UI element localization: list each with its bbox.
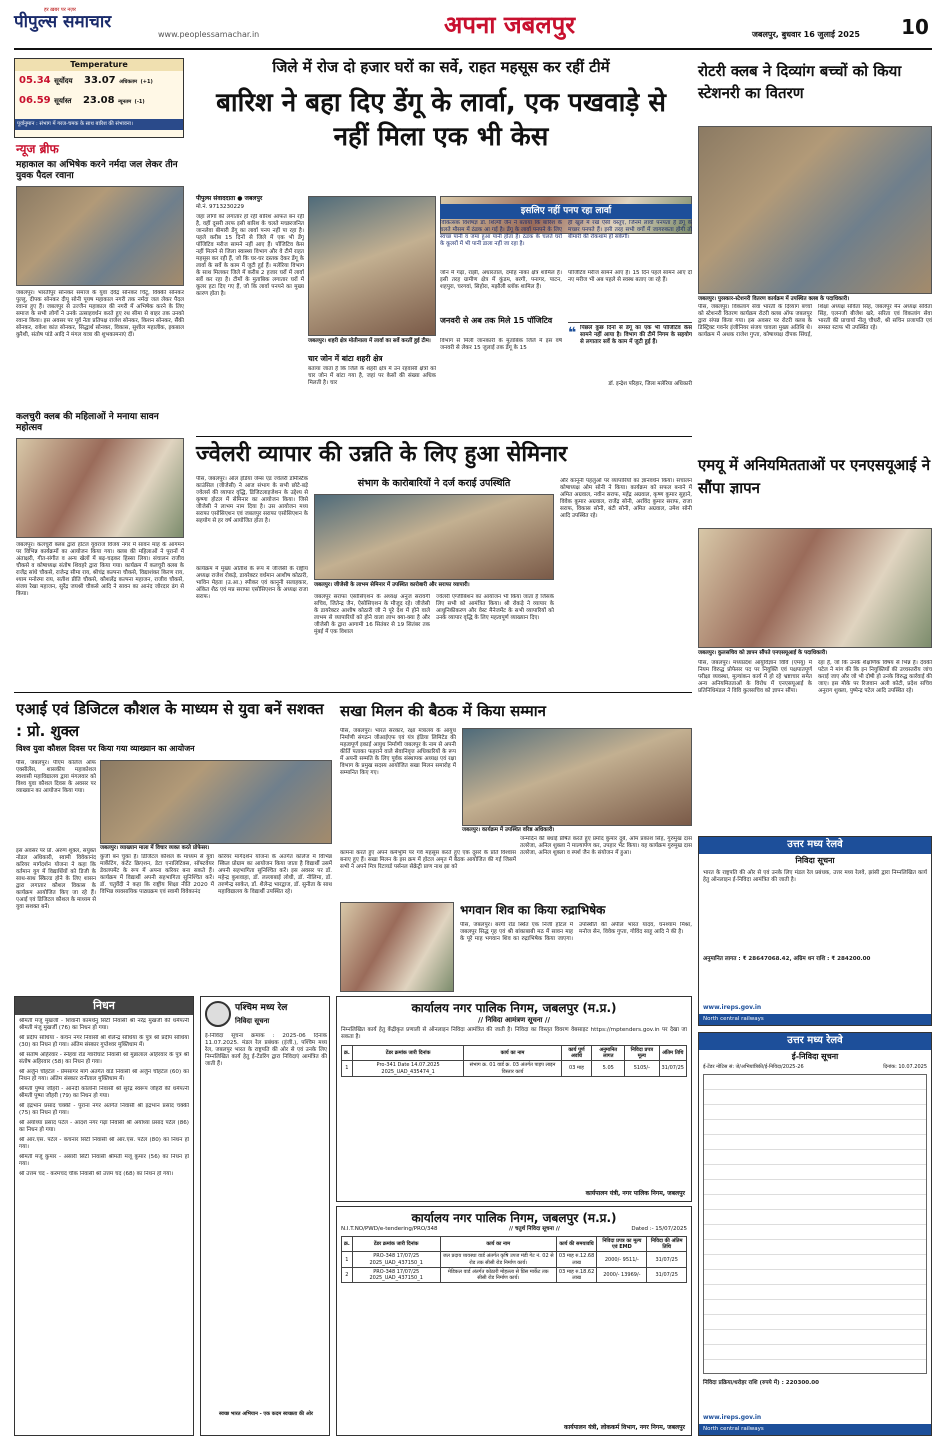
ncr1-title: उत्तर मध्य रेलवे <box>699 837 931 854</box>
mun1-intro: निम्नलिखित कार्य हेतु केंद्रीकृत प्रणाली से ऑनलाइन निविदा आमंत्रित की जाती है। निविदा का विस्तृत विवरण वेबसाइट https://mptenders.gov.in पर देखा जा सकता है। <box>341 1026 687 1040</box>
sakha-photo <box>462 728 692 826</box>
obituary-item: श्री अर्जुन चौहटेल - प्रेमसागर मार्ग अंतर्गत वार्ड निवासी श्री अर्जुन चौहटेल (60) का निधन हो गया। अंतिम संस्कार रानीताल मुक्तिधाम में। <box>19 1068 189 1082</box>
lead-photo-caption: जबलपुर। शहरी क्षेत्र मोतीनाला में लार्वा का सर्वे करतीं हुई टीम। <box>308 338 436 345</box>
seminar-text-1b: कार्यक्रम में मुख्य अतिथि के रूप में जीजेसी के राष्ट्रीय अध्यक्ष राजेश रोकड़े, डायरेक्टर वर्धमान आशीष कोठारी, भाविन मेहता (उ.आ.) स्पीकर एवं कानूनी सलाहकार, अंकित शैठ एवं मप्र सराफा एसोसिएशन के अध्यक्ष राजा सराफ। <box>196 566 308 600</box>
table-row <box>342 1252 687 1268</box>
table-cell: 03 माह रु.12.68 लाख <box>556 1252 597 1268</box>
logo <box>14 12 111 33</box>
table-header-row <box>342 1045 687 1061</box>
brief-photo-1 <box>16 186 184 286</box>
sunset-time: 06.59 <box>19 95 51 106</box>
sakha-headline: सखा मिलन की बैठक में किया सम्मान <box>340 702 546 720</box>
ncr2-title: उत्तर मध्य रेलवे <box>699 1033 931 1050</box>
lead-col-3: बताया जाता है कि जिले के शहरी क्षेत्र में उन रहवासी क्षेत्रों को चार जोन में बांटा गया है, जहां पर केसों की संख्या अधिक मिलती है। चार <box>308 366 436 386</box>
logo-text: पीपुल्स समाचार <box>14 12 112 32</box>
news-brief-label: न्यूज ब्रीफ <box>16 142 59 156</box>
mun1-table <box>341 1045 687 1077</box>
sakha-text-1: पीसं, जबलपुर। भारत सरकार, रक्षा मंत्रालय के आयुध निर्माणी संगठन जीआईएफ एवं यंत्र इंडिया लिमिटेड की महत्वपूर्ण इकाई आयुध निर्माणी जबलपुर के नाम से अपनी कीर्ति पताका फहराने वाले सेवानिवृत्त अधिकारियों के रूप में अपनी सम्मति के लिए पूर्वक संस्थापक अध्यक्ष एवं रक्षा विभाग के प्रमुख सदस्य आयोजित सखा मिलन समारोह में सम्मानित किए गए। <box>340 728 456 776</box>
ncr2-subtitle: ई-निविदा सूचना <box>791 1051 839 1061</box>
section-title-text: अपना जबलपुर <box>444 11 576 39</box>
sakha-caption: जबलपुर। कार्यक्रम में उपस्थित वरिष्ठ अधिकारी। <box>462 827 692 834</box>
table-cell: 03 माह रु.18.62 लाख <box>556 1267 597 1283</box>
brief-photo-2 <box>16 438 184 538</box>
table-cell: 31/07/25 <box>647 1267 687 1283</box>
ncr2-tag: North central railways <box>699 1424 931 1435</box>
lead-kicker: जिले में रोज दो हजार घरों का सर्वे, राहत महसूस कर रहीं टीमें <box>272 58 610 76</box>
sun-row <box>19 75 179 88</box>
weather-title: Temperature <box>15 59 183 71</box>
lead-col-5: पॉजिटिव मरीज सामने आए हैं। 15 दिन पहले सामने आए दो नए मरीज भी अब पहले से स्वस्थ बताए जा रहे हैं। <box>568 270 692 283</box>
mun2-dated: Dated :- 15/07/2025 <box>631 1226 687 1232</box>
seminar-caption: जबलपुर। जीजेसी के लाभम सेमिनार में उपस्थित कारोबारी और सराफा व्यापारी। <box>314 582 554 589</box>
sakha-text-3: जन्मदिन की बधाई प्रेषित करते हुए प्रमोद कुमार दुबे, ओम प्रकाश सिंह, गुरुमुख दास तलरेजा, अनिल शुक्ला ने माल्यार्पण कर, उपहार भेंट किया। यह कार्यक्रम गुरुमुख दास तलरेजा, अनिल शुक्ला व स्पर्श जैन के संयोजन में हुआ। <box>520 836 692 856</box>
table-cell: 5.05 <box>592 1061 625 1077</box>
divider-2 <box>14 692 692 693</box>
obituary-list <box>15 1015 193 1184</box>
wcr-tender-notice <box>200 996 330 1436</box>
website: www.peoplessamachar.in <box>158 30 260 39</box>
table-header-row <box>342 1236 687 1252</box>
lead-col-1: जहां लोगों को लगातार हो रही बारिश आफत बन रही है, वहीं दूसरी तरफ इसी बारिश के चलते मच्छरजनित जानलेवा बीमारी डेंगू का लार्वा पनप नहीं पा रहा है। पहले करीब 15 दिनों से जिले में एक भी डेंगू पॉजिटिव मरीज सामने नहीं आए हैं। पॉजिटिव केस नहीं मिलने से जिला स्वास्थ्य विभाग और वे टीमें राहत महसूस कर रही हैं, जो कि घर-घर दस्तक देकर डेंगू के लार्वा के सर्वे के काम में जुटी हुई हैं। मलेरिया विभाग के साथ मिलकर जिले में करीब 2 हजार घरों में लार्वा सर्वे कर रहा है। टीमों के मुताबिक लगातार घरों में कूलर हटा दिए गए हैं, जो कि लार्वा पनपने का मुख्य कारण होता है। <box>196 214 304 297</box>
page-number: 10 <box>901 15 929 39</box>
table-cell: 1 <box>342 1252 353 1268</box>
rotary-caption: जबलपुर। पुरस्कार-स्टेशनरी वितरण कार्यक्रम में उपस्थित क्लब के पदाधिकारी। <box>698 296 932 303</box>
lead-quote: पिछले कुछ दिनों से डेंगू का एक भी पॉजिटिव केस सामने नहीं आया है। विभाग की टीमें निगम के सहयोग से लगातार सर्वे के काम में जुटी हुई हैं। <box>580 325 692 345</box>
obituary-item: श्री उत्तम चंद - करमचंद चौक निवासी श्री उत्तम चंद (68) का निधन हो गया। <box>19 1170 174 1177</box>
obituary-title: निधन <box>15 997 193 1015</box>
shiv-text: पीसं, जबलपुर। बरगी रोड स्थित एक निजी होटल में जबलपुर सिद्ध गृह एवं श्री बांकाबाबी मठ में सावन माह के पूरे माह भगवान शिव का रुद्राभिषेक किया जाएगा। उपस्थिति की अपील भारत यादव, घनश्याम मिश्रा, मनोज सेन, विवेक गुप्ता, गोविंद साहू आदि ने की है। <box>460 922 692 942</box>
mun1-subtitle: // निविदा आमंत्रण सूचना // <box>477 1016 551 1024</box>
ncr2-website: www.ireps.gov.in <box>703 1413 762 1421</box>
lead-photo <box>308 196 436 336</box>
max-label: अधिकतम <box>119 79 137 85</box>
table-cell: 03 माह <box>561 1061 592 1077</box>
ncr-notice-2 <box>698 1032 932 1436</box>
brief-headline-1: महाकाल का अभिषेक करने नर्मदा जल लेकर तीन युवक पैदल रवाना <box>16 160 178 181</box>
shiv-headline: भगवान शिव का किया रुद्राभिषेक <box>460 903 606 917</box>
obituary-box <box>14 996 194 1436</box>
mun2-title: कार्यालय नगर पालिक निगम, जबलपुर (म.प्र.) <box>411 1211 617 1225</box>
ncr2-ref-row <box>699 1064 931 1070</box>
railway-logo-icon <box>205 1001 231 1027</box>
ai-headline: एआई एवं डिजिटल कौशल के माध्यम से युवा बनें सशक्त : प्रो. शुक्ल <box>16 700 324 740</box>
table-row <box>342 1267 687 1283</box>
mun2-ref: N.I.T.NO/PWD/e-tendering/PRO/348 <box>341 1226 438 1232</box>
sunset-label: सूर्यास्त <box>54 97 72 105</box>
table-cell: PRO-348 17/07/25 2025_UAD_437150_1 <box>352 1252 440 1268</box>
ncr2-dated: दिनांक: 10.07.2025 <box>883 1063 927 1070</box>
ncr2-value: निविदा प्रक्रिया/धरोहर राशि (रुपये में) : 220300.00 <box>703 1379 820 1386</box>
table-header: अनुमानित लागत <box>592 1045 625 1061</box>
ncr1-tag: North central railways <box>699 1014 931 1025</box>
shiv-photo <box>340 902 454 992</box>
table-header: क्र. <box>342 1236 353 1252</box>
ai-text-2: कुंजी बन चुका है। डिजिटल कौशल के माध्यम से युवा मार्केटिंग, कंटेंट क्रिएशन, डेटा एनालिटिक्स, सॉफ्टवेयर डेवलपमेंट के रूप में अपना करियर बना सकते हैं। कार्यक्रम में विद्यार्थी अपनी सहभागिता सुनिश्चित करें। डॉ. चतुर्वेदी ने कहा कि राष्ट्रीय शिक्षा नीति 2020 में विभिन्न व्यवसायिक पाठ्यक्रम एवं स्वामी विवेकानंद <box>100 854 214 895</box>
lead-byline: पीपुल्स संवाददाता ● जबलपुर <box>196 195 263 202</box>
brief-headline-2: कलचुरी क्लब की महिलाओं ने मनाया सावन महोत्सव <box>16 412 159 433</box>
ncr2-table-placeholder <box>703 1074 927 1374</box>
lead-box-text-2: ही खुले में रखे ऐसी वस्तुएं, जिनमें लार्वा पनपता है डेंगू के मच्छर पनपते हैं। इसी तरह सभी वर्गों में जागरुकता होगी तो बीमारी की रोकथाम हो सकेगी। <box>568 220 692 240</box>
table-header: टेंडर क्रमांक जारी दिनांक <box>352 1045 464 1061</box>
table-cell: 31/07/25 <box>659 1061 687 1077</box>
issue-date: जबलपुर, बुधवार 16 जुलाई 2025 <box>752 30 860 39</box>
ai-subhead: विश्व युवा कौशल दिवस पर किया गया व्याख्यान का आयोजन <box>16 744 195 753</box>
ncr1-website: www.ireps.gov.in <box>703 1003 762 1011</box>
obituary-item: श्री संतोष अहिरवार - स्नेहवा रोड ग्वारीघाट निवासी श्री मुन्नालाल अहिरवार के पुत्र श्री संतोष अहिरवार (58) का निधन हो गया। <box>19 1051 189 1065</box>
table-cell: 31/07/25 <box>647 1252 687 1268</box>
max-delta: (+1) <box>140 79 153 85</box>
lead-quote-name: डॉ. इन्द्रेश परिहार, जिला मलेरिया अधिकारी <box>608 381 692 387</box>
lead-headline: बारिश ने बहा दिए डेंगू के लार्वा, एक पखवाड़े से नहीं मिला एक भी केस <box>216 88 666 152</box>
ai-caption: जबलपुर। व्याख्यान माला में विचार व्यक्त करते प्रोफेसर। <box>100 845 332 852</box>
ems-caption: जबलपुर। कुलसचिव को ज्ञापन सौंपते एनएसयूआई के पदाधिकारी। <box>698 650 932 657</box>
forecast: पूर्वानुमान : संभाग में गरज-चमक के साथ बारिश की संभावना। <box>15 119 183 130</box>
lead-col-4b: विभाग से मिली जानकारी के मुताबिक जिले में इस वर्ष जनवरी से लेकर 15 जुलाई तक डेंगू के 15 <box>440 338 562 351</box>
seminar-subhead: संभाग के कारोबारियों ने दर्ज कराई उपस्थिति <box>357 478 511 489</box>
wcr-subtitle: निविदा सूचना <box>235 1017 270 1025</box>
municipal-notice-2 <box>336 1206 692 1436</box>
moon-row <box>19 95 179 108</box>
table-cell: 2000/- 13969/- <box>597 1267 647 1283</box>
ems-text-2: रहा है, जो कि उनके शैक्षणिक विषय से भिन्न है। देवकी पटेल ने मांग की कि इन नियुक्तियों की उच्चस्तरीय जांच कराई जाए और जो भी दोषी हो उनके विरुद्ध कार्रवाई की जाए। इस मौके पर रिजवान अली कोटी, प्रदेश सचिव अनुराग शुक्ला, पुष्पेन्द्र पटेल आदि उपस्थित रहे। <box>818 660 932 694</box>
mun1-title: कार्यालय नगर पालिक निगम, जबलपुर (म.प्र.) <box>411 1001 617 1015</box>
logo-tagline: हर ख़बर पर नज़र <box>44 7 76 13</box>
max-temp: 33.07 <box>84 75 116 86</box>
ai-text-3: करियर मार्गदर्शन योजना के अंतर्गत कॉलेज में विभिन्न स्किल प्रोग्राम का आयोजन किया जाता है विद्यार्थी उसमें अपनी सहभागिता सुनिश्चित करें। इस अवसर पर डॉ. महेन्द्र कुशवाहा, डॉ. लल्लाबाई लोधी, डॉ. नीलिमा, डॉ. तरुणेन्द्र साकेत, डॉ. शैलेन्द्र भारद्वाज, डॉ. सुनीता के साथ महाविद्यालय के विद्यार्थी उपस्थित रहे। <box>218 854 332 895</box>
mun2-ref-row <box>337 1226 691 1233</box>
lead-subhead-1: चार जोन में बांटा शहरी क्षेत्र <box>308 354 383 363</box>
ncr1-value: अनुमानित लागत : ₹ 28647068.42, अग्रिम धन राशि : ₹ 284200.00 <box>703 955 871 962</box>
brief-text-1: जबलपुर। भारतीपुर सोनकर समाज के युवा देवेंद्र सोनकर चिंटू, विक्की सोनकर पुल्लू, दीपक सोनकर दीपू सोनी पूयष महाकाल नगरी तक नर्मदा जल लेकर पैदल रवाना हुए हैं। जबलपुर से उज्जैन महाकाल की नगरी में अभिषेक करने के लिए समाज के सभी लोगों ने उनके उत्साहवर्धन करते हुए रथ सीमा से बाहर तक उनको रवाना किया। इस अवसर पर पूर्व नेता प्रतिपक्ष राजेश सोनकर, किशन सोनकर, सैंकी सोनकर, राकेश कांत सोनकर, सिद्धार्थ सोनकर, विकास, सुशील महालीक, इकबाल कुरैशी, संतोष पांडे आदि ने मंगल यात्रा की शुभकामनाएं दीं। <box>16 290 184 338</box>
seminar-text-1: पीसं, जबलपुर। ऑल इंडिया जेम्स एंड ज्वेलरी डोमेस्टिक काउंसिल (जीजेसी) ने आज संभाग के सभी छोटे-बड़े ज्वेलर्स की व्यापार वृद्धि, डिजिटलाइजेशन के उद्देश्य से कृष्णा होटल में सेमिनार का आयोजन किया। जिसे जीजेसी ने लाभम नाम दिया है। उस आयोजन मध्य सराफा एसोसिएशन एवं जबलपुर सराफा एसोसिएशन के सहयोग से हर वर्ष आयोजित होता है। <box>196 476 308 524</box>
seminar-text-2: जबलपुर सराफा एसोसिएशन के अध्यक्ष अनुज सरावगी सचिव, जितेन्द्र जैन, ऐसोसिएशन के मौजूद रहे। जीजेसी के डायरेक्टर आशीष कोठारी जी ने पूरे देश में होने वाले लाभम से व्यापारियों को होने वाला लाभ क्या-क्या है और जीजेसी के द्वारा आगामी 16 सितंबर से 19 सितंबर तक मुंबई में एक विशाल <box>314 594 430 635</box>
obituary-item: श्री आर.एस. पटेल - कचनार सिटी निवासी श्री आर.एस. पटेल (80) का निधन हो गया। <box>19 1136 189 1150</box>
mun2-subtitle: // चतुर्थ निविदा सूचना // <box>509 1226 560 1232</box>
table-cell: संभाग क्र. 01 वार्ड क्र. 03 अंतर्गत पाइप लाइन विस्तार कार्य <box>464 1061 561 1077</box>
ai-photo <box>100 760 332 844</box>
table-cell: Pro-341 Date 14.07.2025 2025_UAD_435474_1 <box>352 1061 464 1077</box>
seminar-text-4: और कानूनी पहलुओं पर व्यापारियों का ज्ञानवर्धन किया। संचालन कोषाध्यक्ष ओम सोनी ने किया। कार्यक्रम को सफल बनाने में अमित अग्रवाल, नवीन सराफ, महेंद्र अग्रवाल, कृष्ण कुमार सुहाने, विवेक कुमार अग्रवाल, राजेंद्र सोनी, अरविंद कुमार सराफ, राजा सराफ, विकास सोनी, बंटी सोनी, अमित अग्रवाल, उमेश सोनी आदि उपस्थित रहे। <box>560 478 692 519</box>
lead-quote-box <box>568 322 692 406</box>
ai-text-1: पीसं, जबलपुर। पीएम कॉलेज ऑफ एक्सीलेंस, शासकीय महाकोशल स्वशासी महाविद्यालय द्वारा मंगलवार को विश्व युवा कौशल दिवस के अवसर पर व्याख्यान का आयोजन किया गया। <box>16 760 96 794</box>
ai-text-1b: इस अवसर पर प्रो. अरुण शुक्ल, संयुक्त नोडल अधिकारी, स्वामी विवेकानंद करियर मार्गदर्शन योजना ने कहा कि वर्तमान युग में विद्यार्थियों को डिजी के साथ-साथ स्किल्ड होने के लिए शासन द्वारा लगातार कौशल विकास के कार्यक्रम आयोजित किए जा रहे हैं। एआई एवं डिजिटल कौशल के माध्यम से युवा सशक्त बनें। <box>16 848 96 910</box>
lead-box-title: इसलिए नहीं पनप रहा लार्वा <box>440 204 692 219</box>
masthead-rule <box>14 48 932 50</box>
table-header: कार्य की समयावधि <box>556 1236 597 1252</box>
obituary-item: श्रीमती पुष्पा जौहरी - आनंदी कॉलोनी निवासी श्री सुरेंद्र स्वरूप जौहरी की धर्मपत्नी श्रीमती पुष्पा जौहरी (79) का निधन हो गया। <box>19 1085 189 1099</box>
obituary-item: श्री अयोध्या प्रसाद पटेल - आदर्श नगर गढ़ा निवासी श्री अयोध्या प्रसाद पटेल (86) का निधन हो गया। <box>19 1119 189 1133</box>
table-header: कार्य का नाम <box>464 1045 561 1061</box>
rotary-headline: रोटरी क्लब ने दिव्यांग बच्चों को किया स्टेशनरी का वितरण <box>698 62 902 102</box>
table-header: टेंडर क्रमांक जारी दिनांक <box>352 1236 440 1252</box>
mun2-table-wrap <box>337 1233 691 1287</box>
ncr-notice-1 <box>698 836 932 1026</box>
table-cell: 1 <box>342 1061 353 1077</box>
brief-text-2: जबलपुर। कलचुरी क्लब द्वारा होटल यूवराज विजय नगर में सावन माह के आगमन पर विभिन्न कार्यक्रमों का आयोजन किया गया। क्लब की महिलाओं ने पूरानों में अंताक्षरी, गीत-संगीत व अन्य खेलों में बढ़-चढ़कर हिस्सा लिया। संचालन राजीव चौकसे व कोषाध्यक्ष संतोष शिवहरे द्वारा किया गया। कार्यक्रम में कलचुरी क्लब के राजेंद्र सांधे चौकसे, राजेन्द्र सीमा राय, श्रीचंद्र कल्पना चौकसे, विद्याशंकर किरण राय, श्याम मनोरमा राय, सतीश प्रीति चौकसे, कौशलेंद्र कल्पना महाजन, राजीव चौकसे, संजय रेखा महाजन, सुरेंद्र जयश्री चौकसे आदि ने सावन का आनंद जोरदार ढंग से किया। <box>16 542 184 597</box>
obituary-item: श्रीमती मंजू मुखर्जी - शिवानी कामधेनु सिटी निवासी श्री नरेंद्र मुखर्जी की धर्मपत्नी श्रीमती मंजू मुखर्जी (76) का निधन हो गया। <box>19 1017 189 1031</box>
table-cell: 5105/- <box>625 1061 659 1077</box>
sakha-text-2: कामना करते हुए अपने कर्मभूमि पर गर्व महसूस करते हुए एक दूसरे के प्रति विश्वास बनाए हुए हैं। सखा मिलन के इस क्रम में होटल अमृत में बैठक आयोजित की गई जिसमें सभी ने अपने मित्र रिटायर्ड पर्सनल सेक्रेट्री प्राण नाथ झा को <box>340 850 516 870</box>
mun2-footer: कार्यपालन यंत्री, लोककर्म विभाग, नगर निगम, जबलपुर <box>563 1423 685 1431</box>
min-label: न्यूनतम <box>118 99 132 105</box>
mun1-table-wrap <box>337 1043 691 1079</box>
sunrise-label: सूर्योदय <box>54 77 73 85</box>
quote-icon: ❝ <box>568 325 577 341</box>
table-cell: PRO-348 17/07/25 2025_UAD_437150_1 <box>352 1267 440 1283</box>
ncr1-subtitle: निविदा सूचना <box>795 855 835 865</box>
table-cell: जल प्रदाय व्यवस्था वार्ड अंतर्गत कृषि उपज मंडी गेट नं. 02 से रोड तक सीसी रोड निर्माण कार्य। <box>440 1252 556 1268</box>
table-cell: मेडिकल वार्ड अंतर्गत कोठारी मोहल्ला से प्रिंस मार्केट तक सीसी रोड निर्माण कार्य। <box>440 1267 556 1283</box>
rotary-text: पीसं, जबलपुर। विकलांग सेवा भारती के दिव्यांग बच्चों को स्टेशनरी वितरण कार्यक्रम रोटरी क्लब ऑफ जबलपुर द्वारा संपन्न किया गया। इस अवसर पर रोटरी क्लब के डिस्ट्रिक्ट गवर्नर इंजीनियर संजय चावला मुख्य अतिथि थे। कार्यक्रम में अथक राजेश गुप्ता, कोषाध्यक्ष दीपक सिंघई, शिक्षा अध्यक्ष सविता सिंह, जबलपुर मेन अध्यक्ष सविता सिंह, एलनजी बीजेश खरे, सरिता एवं विकलांग सेवा भारती की प्राचार्या नीलू चौधरी, श्री सचिन प्रजापति एवं समस्त स्टाफ भी उपस्थित रहे। <box>698 304 932 338</box>
obituary-item: श्रीमती मंजू कुमार - अंसारी सिटी निवासी श्रीमती मंजू कुमार (56) का निधन हो गया। <box>19 1153 189 1167</box>
section-title <box>444 10 575 40</box>
lead-col-4a: जोन में गढ़ा, रांझी, अधारताल, दमोह नाका क्षेत्र शामिल है। इसी तरह ग्रामीण क्षेत्र में कुंडम, बरगी, पनागर, पाटन, शहपुरा, चरगवां, सिहोरा, मझौली ब्लॉक शामिल हैं। <box>440 270 562 290</box>
mun2-table <box>341 1236 687 1284</box>
rotary-photo <box>698 126 932 294</box>
ems-text-1: पीसं, जबलपुर। मध्यप्रदेश आयुर्विज्ञान विवि (एमयू) में नियम विरुद्ध प्रोफेसर पद पर नियुक्ति एवं पक्षपातपूर्ण परीक्षा व्यवस्था, मूल्यांकन कार्य में हो रहे भ्रष्टाचार समेत अन्य अनियमितताओं के विरोध में एनएसयूआई के प्रतिनिधिमंडल ने विवि कुलसचिव को ज्ञापन सौंपा। <box>698 660 812 694</box>
min-delta: (-1) <box>134 99 145 105</box>
table-header: निविदा प्रपत्र का मूल्य एवं EMD <box>597 1236 647 1252</box>
seminar-headline: ज्वेलरी व्यापार की उन्नति के लिए हुआ सेमिनार <box>196 442 568 467</box>
weather-box <box>14 58 184 138</box>
table-cell: 2000/- 9511/- <box>597 1252 647 1268</box>
sunrise-time: 05.34 <box>19 75 51 86</box>
lead-box-text-1: विकित्सक विशेषज्ञ डॉ. शिल्पी जैन ने बताया कि बारिश के चलते मौसम में ठंडक आ गई है। डेंगू के लार्वा पनपने के लिए स्वच्छ पानी व जमा हुआ पानी होता है। ठंडक के चलते घरों के कूलरों में भी पानी डाला नहीं जा रहा है। <box>440 220 562 247</box>
seminar-text-3: ज्वेलरी एग्जीबिशन का आयोजन भी किया जाता है जिसके लिए सभी को आमंत्रित किया। श्री रोकड़े ने व्यापार के आधुनिकीकरण और वेस्ट मैनेजमेंट के सभी व्यापारियों को उनके व्यापार वृद्धि के लिए महत्वपूर्ण व्याख्यान दिए। <box>436 594 554 621</box>
table-header: निविदा की अंतिम तिथि <box>647 1236 687 1252</box>
lead-subhead-2: जनवरी से अब तक मिले 15 पॉजिटिव <box>440 316 553 325</box>
lead-mobile: मो.नं. 9713230229 <box>196 204 245 210</box>
table-header: कार्य का नाम <box>440 1236 556 1252</box>
wcr-title: पश्चिम मध्य रेल <box>235 1003 288 1013</box>
table-header: निविदा प्रपत्र मूल्य <box>625 1045 659 1061</box>
ncr2-ref: ई-टेंडर नोटिस सं: जे/अभियांत्रिकी/ई-निविदा/2025-26 <box>703 1063 804 1070</box>
table-header: अंतिम तिथि <box>659 1045 687 1061</box>
wcr-footer: स्वच्छ भारत अभियान - एक कदम स्वच्छता की ओर <box>219 1411 313 1417</box>
mun1-footer: कार्यपालन यंत्री, नगर पालिक निगम, जबलपुर <box>585 1189 685 1197</box>
ncr1-text: भारत के राष्ट्रपति की ओर से एवं उनके लिए मंडल रेल प्रबंधक, उत्तर मध्य रेलवे, झांसी द्वारा निम्नलिखित कार्य हेतु ऑनलाइन ई-निविदा आमंत्रित की जाती है। <box>703 869 927 883</box>
table-row <box>342 1061 687 1077</box>
municipal-notice-1 <box>336 996 692 1202</box>
wcr-text: ई-निविदा सूचना क्रमांक : 2025-06 दिनांक 11.07.2025. मंडल रेल प्रबंधक (इंजी.), पश्चिम मध्य रेल, जबलपुर भारत के राष्ट्रपति की ओर से एवं उनके लिए निम्नलिखित कार्य हेतु ई-टेंडरिंग द्वारा निविदाएं आमंत्रित की जाती हैं। <box>205 1033 327 1067</box>
table-cell: 2 <box>342 1267 353 1283</box>
seminar-photo <box>314 494 554 580</box>
masthead <box>14 8 932 52</box>
divider-1 <box>196 436 692 437</box>
table-header: कार्य पूर्ण अवधि <box>561 1045 592 1061</box>
ems-headline: एमयू में अनियमितताओं पर एनएसयूआई ने सौंपा ज्ञापन <box>698 456 931 497</box>
table-header: क्र. <box>342 1045 353 1061</box>
min-temp: 23.08 <box>82 95 115 106</box>
obituary-item: श्री इंद्रभान प्रसाद चक्की - पुराना नगर अंतर्गत निवासी श्री इंद्रभान प्रसाद चक्की (75) का निधन हो गया। <box>19 1102 189 1116</box>
ems-photo <box>698 528 932 648</box>
obituary-item: श्री प्रदीप सोंधिया - कंचन नगर निवासी श्री शैलेन्द्र सोंधिया के पुत्र श्री प्रदीप सोंधिया (30) का निधन हो गया। अंतिम संस्कार गुप्तेश्वर मुक्तिधाम में। <box>19 1034 189 1048</box>
